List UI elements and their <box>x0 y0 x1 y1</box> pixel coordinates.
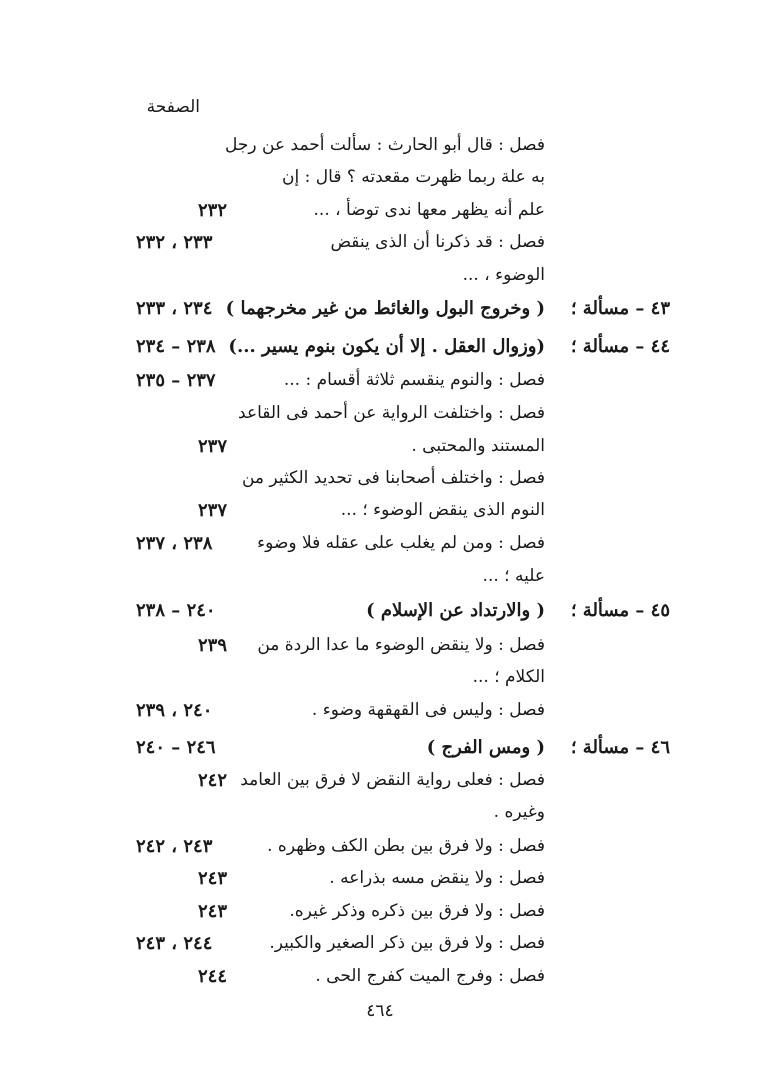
entry-text: ( وخروج البول والغائط من غير مخرجهما ) <box>225 298 545 319</box>
masala-label: ٤٥ – مسألة ؛ <box>570 600 670 621</box>
page-number: ٤٦٤ <box>366 1001 394 1021</box>
entry-page-numbers: ٢٤٣ <box>198 868 228 889</box>
masala-entry <box>90 737 670 769</box>
entry-text: ( ومس الفرج ) <box>426 737 545 758</box>
entry-text: فصل : ولا فرق بين ذكره وذكر غيره. <box>289 901 545 921</box>
entry-page-numbers: ٢٤٦ – ٢٤٠ <box>136 737 216 758</box>
entry-text: الكلام ؛ ... <box>472 667 545 687</box>
entry-page-numbers: ٢٣٨ ، ٢٣٧ <box>136 533 213 554</box>
index-entry <box>90 167 670 199</box>
entry-page-numbers: ٢٤٠ – ٢٣٨ <box>136 600 216 621</box>
index-entry <box>90 403 670 435</box>
entry-page-numbers: ٢٤٣ ، ٢٤٢ <box>136 836 213 857</box>
entry-text: فصل : وليس فى القهقهة وضوء . <box>311 700 545 720</box>
entry-text: فصل : والنوم ينقسم ثلاثة أقسام : ... <box>283 370 545 390</box>
entry-text: فصل : ولا ينقض مسه بذراعه . <box>329 868 545 888</box>
index-entry <box>90 770 670 802</box>
entry-page-numbers: ٢٤٤ ، ٢٤٣ <box>136 933 213 954</box>
entry-text: (وزوال العقل . إلا أن يكون بنوم يسير ...) <box>228 336 545 357</box>
index-entry <box>90 135 670 167</box>
entry-page-numbers: ٢٤٣ <box>198 901 228 922</box>
entry-page-numbers: ٢٤٤ <box>198 966 228 987</box>
entry-page-numbers: ٢٣٧ – ٢٣٥ <box>136 370 216 391</box>
entry-text: فصل : ولا فرق بين ذكر الصغير والكبير. <box>269 933 545 953</box>
masala-label: ٤٤ – مسألة ؛ <box>570 336 670 357</box>
index-entry <box>90 370 670 402</box>
entry-page-numbers: ٢٣٤ ، ٢٣٣ <box>136 298 213 319</box>
entry-text: النوم الذى ينقض الوضوء ؛ ... <box>340 500 545 520</box>
entry-text: ( والارتداد عن الإسلام ) <box>366 600 545 621</box>
index-entry <box>90 265 670 297</box>
index-entry <box>90 667 670 699</box>
entry-text: فصل : واختلف أصحابنا فى تحديد الكثير من <box>241 468 545 488</box>
entry-text: فصل : ولا فرق بين بطن الكف وظهره . <box>267 836 545 856</box>
index-entry <box>90 635 670 667</box>
entry-text: فصل : ولا ينقض الوضوء ما عدا الردة من <box>257 635 545 655</box>
masala-label: ٤٣ – مسألة ؛ <box>570 298 670 319</box>
entry-text: به علة ربما ظهرت مقعدته ؟ قال : إن <box>282 167 545 187</box>
entry-text: فصل : ومن لم يغلب على عقله فلا وضوء <box>257 533 545 553</box>
index-entry <box>90 802 670 834</box>
entry-text: فصل : قال أبو الحارث : سألت أحمد عن رجل <box>225 135 545 155</box>
masala-entry <box>90 298 670 330</box>
entry-text: الوضوء ، ... <box>462 265 545 285</box>
index-entry <box>90 566 670 598</box>
entry-text: فصل : فعلى رواية النقض لا فرق بين العامد <box>240 770 545 790</box>
masala-entry <box>90 600 670 632</box>
index-entry <box>90 700 670 732</box>
entry-text: فصل : قد ذكرنا أن الذى ينقض <box>330 232 545 252</box>
index-entry <box>90 836 670 868</box>
entry-text: فصل : وفرج الميت كفرج الحى . <box>315 966 545 986</box>
masala-label: ٤٦ – مسألة ؛ <box>570 737 670 758</box>
entry-page-numbers: ٢٣٨ – ٢٣٤ <box>136 336 216 357</box>
index-entry <box>90 933 670 965</box>
index-entry <box>90 468 670 500</box>
entry-page-numbers: ٢٣٧ <box>198 500 228 521</box>
index-entry <box>90 533 670 565</box>
masala-entry <box>90 336 670 368</box>
entry-text: عليه ؛ ... <box>482 566 545 586</box>
entry-text: المستند والمحتبى . <box>411 436 545 456</box>
entry-text: علم أنه يظهر معها ندى توضأ ، ... <box>313 200 545 220</box>
entry-text: فصل : واختلفت الرواية عن أحمد فى القاعد <box>238 403 545 423</box>
entry-page-numbers: ٢٤٢ <box>198 770 228 791</box>
index-entry <box>90 500 670 532</box>
index-entry <box>90 200 670 232</box>
entry-page-numbers: ٢٣٣ ، ٢٣٢ <box>136 232 213 253</box>
index-entry <box>90 232 670 264</box>
index-entry <box>90 901 670 933</box>
index-entry <box>90 436 670 468</box>
entry-page-numbers: ٢٣٩ <box>198 635 228 656</box>
index-entry <box>90 966 670 998</box>
page-column-heading: الصفحة <box>146 97 200 117</box>
entry-page-numbers: ٢٣٢ <box>198 200 228 221</box>
index-entry <box>90 868 670 900</box>
entry-page-numbers: ٢٤٠ ، ٢٣٩ <box>136 700 213 721</box>
entry-page-numbers: ٢٣٧ <box>198 436 228 457</box>
entry-text: وغيره . <box>493 802 545 822</box>
